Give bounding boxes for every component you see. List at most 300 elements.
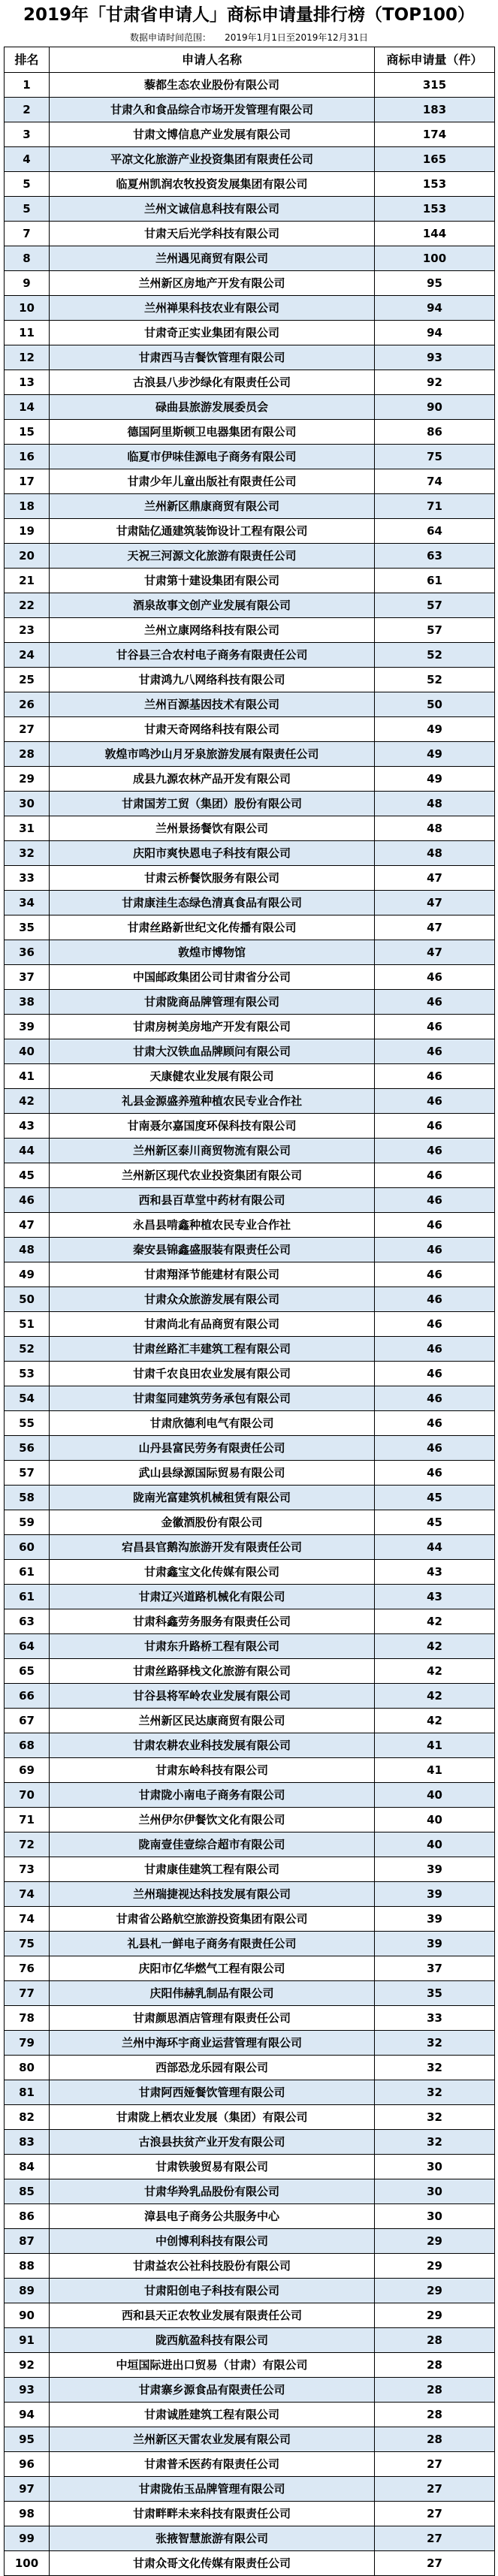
count-cell: 46 — [375, 1188, 495, 1213]
applicant-name-cell: 甘肃陆亿通建筑装饰设计工程有限公司 — [50, 519, 375, 544]
rank-cell: 32 — [5, 841, 50, 866]
applicant-name-cell: 甘肃陇商品牌管理有限公司 — [50, 990, 375, 1015]
count-cell: 27 — [375, 2477, 495, 2502]
count-cell: 46 — [375, 1287, 495, 1312]
rank-cell: 78 — [5, 2006, 50, 2031]
table-row — [5, 445, 495, 469]
count-cell: 46 — [375, 1039, 495, 1064]
count-cell: 46 — [375, 1015, 495, 1039]
count-cell: 174 — [375, 122, 495, 147]
count-cell: 28 — [375, 2328, 495, 2353]
rank-cell: 77 — [5, 1981, 50, 2006]
applicant-name-cell: 永昌县啃鑫种植农民专业合作社 — [50, 1213, 375, 1238]
table-row — [5, 1461, 495, 1486]
count-cell: 32 — [375, 2130, 495, 2155]
count-cell: 27 — [375, 2551, 495, 2576]
count-cell: 43 — [375, 1560, 495, 1585]
rank-cell: 36 — [5, 940, 50, 965]
rank-cell: 74 — [5, 1907, 50, 1932]
table-row — [5, 2155, 495, 2179]
count-cell: 57 — [375, 593, 495, 618]
applicant-name-cell: 甘肃丝路新世纪文化传播有限公司 — [50, 915, 375, 940]
rank-cell: 55 — [5, 1411, 50, 1436]
table-row — [5, 2254, 495, 2279]
table-row — [5, 2551, 495, 2576]
applicant-name-cell: 秦安县锦鑫盛服装有限责任公司 — [50, 1238, 375, 1262]
table-row — [5, 1486, 495, 1510]
rank-cell: 67 — [5, 1709, 50, 1733]
applicant-name-cell: 礼县金源盛养殖种植农民专业合作社 — [50, 1089, 375, 1114]
rank-cell: 90 — [5, 2303, 50, 2328]
count-cell: 42 — [375, 1709, 495, 1733]
applicant-name-cell: 宕昌县官鹅沟旅游开发有限责任公司 — [50, 1535, 375, 1560]
applicant-name-cell: 甘谷县三合农村电子商务有限责任公司 — [50, 643, 375, 668]
rank-cell: 74 — [5, 1882, 50, 1907]
count-cell: 30 — [375, 2204, 495, 2229]
applicant-name-cell: 甘肃第十建设集团有限公司 — [50, 569, 375, 593]
count-cell: 46 — [375, 1139, 495, 1163]
count-cell: 183 — [375, 98, 495, 122]
count-cell: 46 — [375, 1163, 495, 1188]
rank-cell: 39 — [5, 1015, 50, 1039]
rank-cell: 1 — [5, 73, 50, 98]
count-cell: 28 — [375, 2427, 495, 2452]
table-row — [5, 618, 495, 643]
count-cell: 45 — [375, 1510, 495, 1535]
count-cell: 32 — [375, 2031, 495, 2056]
count-cell: 28 — [375, 2378, 495, 2403]
count-cell: 41 — [375, 1758, 495, 1783]
rank-cell: 43 — [5, 1114, 50, 1139]
ranking-table — [4, 47, 495, 2576]
applicant-name-cell: 甘肃翔泽节能建材有限公司 — [50, 1262, 375, 1287]
table-row — [5, 1114, 495, 1139]
table-row — [5, 1733, 495, 1758]
count-cell: 74 — [375, 469, 495, 494]
applicant-name-cell: 天祝三河源文化旅游有限责任公司 — [50, 544, 375, 569]
applicant-name-cell: 甘肃农耕农业科技发展有限公司 — [50, 1733, 375, 1758]
rank-cell: 93 — [5, 2378, 50, 2403]
rank-cell: 79 — [5, 2031, 50, 2056]
applicant-name-cell: 甘肃鑫宝文化传媒有限公司 — [50, 1560, 375, 1585]
applicant-name-cell: 古浪县扶贫产业开发有限公司 — [50, 2130, 375, 2155]
rank-cell: 26 — [5, 692, 50, 717]
applicant-name-cell: 甘肃鸿九八网络科技有限公司 — [50, 668, 375, 692]
count-cell: 39 — [375, 1882, 495, 1907]
applicant-name-cell: 德国阿里斯顿卫电器集团有限公司 — [50, 420, 375, 445]
applicant-name-cell: 敦煌市博物馆 — [50, 940, 375, 965]
table-row — [5, 2229, 495, 2254]
applicant-name-cell: 金徽酒股份有限公司 — [50, 1510, 375, 1535]
rank-cell: 35 — [5, 915, 50, 940]
table-row — [5, 1089, 495, 1114]
rank-cell: 86 — [5, 2204, 50, 2229]
table-row — [5, 2279, 495, 2303]
rank-cell: 48 — [5, 1238, 50, 1262]
date-range-value: 2019年1月1日至2019年12月31日 — [225, 32, 368, 43]
rank-cell: 61 — [5, 1585, 50, 1609]
count-cell: 46 — [375, 1411, 495, 1436]
count-cell: 153 — [375, 172, 495, 197]
table-row — [5, 1758, 495, 1783]
applicant-name-cell: 兰州新区民达康商贸有限公司 — [50, 1709, 375, 1733]
rank-cell: 89 — [5, 2279, 50, 2303]
table-row — [5, 742, 495, 767]
table-row — [5, 1039, 495, 1064]
rank-cell: 20 — [5, 544, 50, 569]
page-title: 2019年「甘肃省申请人」商标申请量排行榜（TOP100） — [23, 5, 475, 25]
table-row — [5, 2031, 495, 2056]
rank-cell: 60 — [5, 1535, 50, 1560]
table-row — [5, 2477, 495, 2502]
table-row — [5, 1932, 495, 1956]
count-cell: 86 — [375, 420, 495, 445]
applicant-name-cell: 甘肃科鑫劳务服务有限责任公司 — [50, 1609, 375, 1634]
rank-cell: 14 — [5, 395, 50, 420]
table-row — [5, 2378, 495, 2403]
count-cell: 32 — [375, 2105, 495, 2130]
applicant-name-cell: 甘肃丝路驿栈文化旅游有限公司 — [50, 1659, 375, 1684]
rank-cell: 61 — [5, 1560, 50, 1585]
table-row — [5, 494, 495, 519]
count-cell: 29 — [375, 2254, 495, 2279]
table-row — [5, 73, 495, 98]
applicant-name-cell: 甘肃欣德利电气有限公司 — [50, 1411, 375, 1436]
table-row — [5, 767, 495, 792]
rank-cell: 49 — [5, 1262, 50, 1287]
table-row — [5, 2006, 495, 2031]
table-row — [5, 1139, 495, 1163]
applicant-name-cell: 庆阳市亿华燃气工程有限公司 — [50, 1956, 375, 1981]
table-row — [5, 668, 495, 692]
table-row — [5, 172, 495, 197]
count-cell: 39 — [375, 1907, 495, 1932]
applicant-name-cell: 中创博利科技有限公司 — [50, 2229, 375, 2254]
applicant-name-cell: 临夏州凯润农牧投资发展集团有限公司 — [50, 172, 375, 197]
rank-cell: 18 — [5, 494, 50, 519]
applicant-name-cell: 陇西航盈科技有限公司 — [50, 2328, 375, 2353]
applicant-name-cell: 甘肃省公路航空旅游投资集团有限公司 — [50, 1907, 375, 1932]
count-cell: 48 — [375, 792, 495, 816]
applicant-name-cell: 兰州新区现代农业投资集团有限公司 — [50, 1163, 375, 1188]
applicant-name-cell: 甘肃铁骏贸易有限公司 — [50, 2155, 375, 2179]
table-row — [5, 271, 495, 296]
count-cell: 49 — [375, 717, 495, 742]
table-row — [5, 1510, 495, 1535]
table-row — [5, 2353, 495, 2378]
rank-cell: 99 — [5, 2526, 50, 2551]
rank-cell: 76 — [5, 1956, 50, 1981]
applicant-name-cell: 甘南聂尔嘉国度环保科技有限公司 — [50, 1114, 375, 1139]
table-row — [5, 841, 495, 866]
count-cell: 40 — [375, 1783, 495, 1808]
applicant-name-cell: 敦煌市鸣沙山月牙泉旅游发展有限责任公司 — [50, 742, 375, 767]
count-cell: 46 — [375, 1362, 495, 1386]
rank-cell: 28 — [5, 742, 50, 767]
table-row — [5, 1857, 495, 1882]
table-row — [5, 246, 495, 271]
applicant-name-cell: 兰州禅果科技农业有限公司 — [50, 296, 375, 321]
rank-cell: 8 — [5, 246, 50, 271]
rank-cell: 66 — [5, 1684, 50, 1709]
rank-cell: 59 — [5, 1510, 50, 1535]
count-cell: 30 — [375, 2155, 495, 2179]
table-row — [5, 1064, 495, 1089]
count-cell: 92 — [375, 370, 495, 395]
count-cell: 40 — [375, 1832, 495, 1857]
rank-cell: 34 — [5, 891, 50, 915]
rank-cell: 38 — [5, 990, 50, 1015]
count-cell: 29 — [375, 2229, 495, 2254]
applicant-name-cell: 甘肃陇上栖农业发展（集团）有限公司 — [50, 2105, 375, 2130]
rank-cell: 19 — [5, 519, 50, 544]
count-cell: 37 — [375, 1956, 495, 1981]
rank-cell: 3 — [5, 122, 50, 147]
table-row — [5, 2105, 495, 2130]
applicant-name-cell: 甘肃颜思酒店管理有限责任公司 — [50, 2006, 375, 2031]
rank-cell: 29 — [5, 767, 50, 792]
applicant-name-cell: 酒泉故事文创产业发展有限公司 — [50, 593, 375, 618]
table-row — [5, 345, 495, 370]
count-cell: 39 — [375, 1932, 495, 1956]
count-cell: 49 — [375, 767, 495, 792]
table-row — [5, 519, 495, 544]
count-cell: 42 — [375, 1659, 495, 1684]
count-cell: 90 — [375, 395, 495, 420]
applicant-name-cell: 张掖智慧旅游有限公司 — [50, 2526, 375, 2551]
rank-cell: 37 — [5, 965, 50, 990]
rank-cell: 4 — [5, 147, 50, 172]
count-cell: 315 — [375, 73, 495, 98]
applicant-name-cell: 甘肃天后光学科技有限公司 — [50, 222, 375, 246]
rank-cell: 12 — [5, 345, 50, 370]
applicant-name-cell: 兰州文诚信息科技有限公司 — [50, 197, 375, 222]
rank-cell: 68 — [5, 1733, 50, 1758]
count-cell: 75 — [375, 445, 495, 469]
table-row — [5, 197, 495, 222]
count-cell: 93 — [375, 345, 495, 370]
table-row — [5, 1783, 495, 1808]
count-cell: 94 — [375, 296, 495, 321]
table-row — [5, 965, 495, 990]
applicant-name-cell: 碌曲县旅游发展委员会 — [50, 395, 375, 420]
rank-cell: 98 — [5, 2502, 50, 2526]
table-row — [5, 643, 495, 668]
applicant-name-cell: 兰州中海环宇商业运营管理有限公司 — [50, 2031, 375, 2056]
table-row — [5, 1362, 495, 1386]
rank-cell: 88 — [5, 2254, 50, 2279]
table-row — [5, 1609, 495, 1634]
applicant-name-cell: 甘肃千农良田农业发展有限公司 — [50, 1362, 375, 1386]
table-row — [5, 1188, 495, 1213]
table-body — [5, 73, 495, 2576]
rank-cell: 94 — [5, 2403, 50, 2427]
count-cell: 29 — [375, 2303, 495, 2328]
count-cell: 47 — [375, 891, 495, 915]
rank-cell: 73 — [5, 1857, 50, 1882]
count-cell: 41 — [375, 1733, 495, 1758]
count-cell: 57 — [375, 618, 495, 643]
table-row — [5, 2526, 495, 2551]
rank-cell: 85 — [5, 2179, 50, 2204]
count-cell: 46 — [375, 1312, 495, 1337]
count-cell: 48 — [375, 841, 495, 866]
rank-cell: 41 — [5, 1064, 50, 1089]
column-header-rank: 排名 — [5, 47, 50, 73]
table-row — [5, 2204, 495, 2229]
applicant-name-cell: 甘肃西马吉餐饮管理有限公司 — [50, 345, 375, 370]
rank-cell: 50 — [5, 1287, 50, 1312]
table-row — [5, 2130, 495, 2155]
rank-cell: 53 — [5, 1362, 50, 1386]
applicant-name-cell: 甘肃阿西娅餐饮管理有限公司 — [50, 2080, 375, 2105]
table-row — [5, 2403, 495, 2427]
applicant-name-cell: 甘肃东升路桥工程有限公司 — [50, 1634, 375, 1659]
rank-cell: 91 — [5, 2328, 50, 2353]
count-cell: 165 — [375, 147, 495, 172]
applicant-name-cell: 天康健农业发展有限公司 — [50, 1064, 375, 1089]
table-row — [5, 1015, 495, 1039]
applicant-name-cell: 甘肃天奇网络科技有限公司 — [50, 717, 375, 742]
count-cell: 48 — [375, 816, 495, 841]
rank-cell: 40 — [5, 1039, 50, 1064]
date-range — [0, 30, 498, 45]
count-cell: 45 — [375, 1486, 495, 1510]
applicant-name-cell: 甘肃东岭科技有限公司 — [50, 1758, 375, 1783]
count-cell: 46 — [375, 1213, 495, 1238]
rank-cell: 80 — [5, 2056, 50, 2080]
applicant-name-cell: 甘肃奇正实业集团有限公司 — [50, 321, 375, 345]
applicant-name-cell: 甘肃康佳建筑工程有限公司 — [50, 1857, 375, 1882]
rank-cell: 11 — [5, 321, 50, 345]
count-cell: 39 — [375, 1857, 495, 1882]
table-row — [5, 147, 495, 172]
applicant-name-cell: 甘肃文博信息产业发展有限公司 — [50, 122, 375, 147]
applicant-name-cell: 兰州立康网络科技有限公司 — [50, 618, 375, 643]
applicant-name-cell: 兰州新区天雷农业发展有限公司 — [50, 2427, 375, 2452]
table-row — [5, 2452, 495, 2477]
rank-cell: 84 — [5, 2155, 50, 2179]
table-row — [5, 692, 495, 717]
column-header-count: 商标申请量（件） — [375, 47, 495, 73]
count-cell: 46 — [375, 1386, 495, 1411]
rank-cell: 30 — [5, 792, 50, 816]
table-row — [5, 1238, 495, 1262]
count-cell: 42 — [375, 1634, 495, 1659]
table-row — [5, 866, 495, 891]
rank-cell: 63 — [5, 1609, 50, 1634]
applicant-name-cell: 甘肃益农公社科技股份有限公司 — [50, 2254, 375, 2279]
date-range-label: 数据申请时间范围： — [130, 32, 212, 43]
rank-cell: 22 — [5, 593, 50, 618]
applicant-name-cell: 兰州遇见商贸有限公司 — [50, 246, 375, 271]
count-cell: 46 — [375, 1114, 495, 1139]
table-row — [5, 544, 495, 569]
rank-cell: 54 — [5, 1386, 50, 1411]
rank-cell: 51 — [5, 1312, 50, 1337]
applicant-name-cell: 兰州景扬餐饮有限公司 — [50, 816, 375, 841]
table-header-row — [5, 47, 495, 73]
table-row — [5, 1535, 495, 1560]
rank-cell: 9 — [5, 271, 50, 296]
applicant-name-cell: 甘肃丝路汇丰建筑工程有限公司 — [50, 1337, 375, 1362]
rank-cell: 100 — [5, 2551, 50, 2576]
count-cell: 100 — [375, 246, 495, 271]
table-row — [5, 1213, 495, 1238]
applicant-name-cell: 礼县札一鲜电子商务有限责任公司 — [50, 1932, 375, 1956]
rank-cell: 13 — [5, 370, 50, 395]
applicant-name-cell: 漳县电子商务公共服务中心 — [50, 2204, 375, 2229]
table-row — [5, 990, 495, 1015]
count-cell: 64 — [375, 519, 495, 544]
table-row — [5, 1163, 495, 1188]
table-row — [5, 2056, 495, 2080]
rank-cell: 27 — [5, 717, 50, 742]
applicant-name-cell: 甘肃少年儿童出版社有限责任公司 — [50, 469, 375, 494]
count-cell: 46 — [375, 1262, 495, 1287]
rank-cell: 46 — [5, 1188, 50, 1213]
applicant-name-cell: 甘谷县将军岭农业发展有限公司 — [50, 1684, 375, 1709]
table-row — [5, 222, 495, 246]
table-row — [5, 717, 495, 742]
count-cell: 46 — [375, 1089, 495, 1114]
count-cell: 43 — [375, 1585, 495, 1609]
count-cell: 46 — [375, 1064, 495, 1089]
count-cell: 33 — [375, 2006, 495, 2031]
rank-cell: 92 — [5, 2353, 50, 2378]
applicant-name-cell: 甘肃陇小南电子商务有限公司 — [50, 1783, 375, 1808]
rank-cell: 42 — [5, 1089, 50, 1114]
count-cell: 35 — [375, 1981, 495, 2006]
table-row — [5, 1907, 495, 1932]
count-cell: 144 — [375, 222, 495, 246]
count-cell: 30 — [375, 2179, 495, 2204]
rank-cell: 2 — [5, 98, 50, 122]
rank-cell: 71 — [5, 1808, 50, 1832]
table-row — [5, 1560, 495, 1585]
applicant-name-cell: 陇南壹佳壹综合超市有限公司 — [50, 1832, 375, 1857]
rank-cell: 25 — [5, 668, 50, 692]
applicant-name-cell: 古浪县八步沙绿化有限责任公司 — [50, 370, 375, 395]
applicant-name-cell: 兰州新区房地产开发有限公司 — [50, 271, 375, 296]
applicant-name-cell: 陇南光富建筑机械租赁有限公司 — [50, 1486, 375, 1510]
applicant-name-cell: 甘肃玺同建筑劳务承包有限公司 — [50, 1386, 375, 1411]
rank-cell: 21 — [5, 569, 50, 593]
count-cell: 29 — [375, 2279, 495, 2303]
table-row — [5, 469, 495, 494]
applicant-name-cell: 西部恐龙乐园有限公司 — [50, 2056, 375, 2080]
table-row — [5, 2303, 495, 2328]
table-row — [5, 122, 495, 147]
count-cell: 27 — [375, 2452, 495, 2477]
applicant-name-cell: 兰州新区泰川商贸物流有限公司 — [50, 1139, 375, 1163]
applicant-name-cell: 兰州伊尔伊餐饮文化有限公司 — [50, 1808, 375, 1832]
rank-cell: 64 — [5, 1634, 50, 1659]
applicant-name-cell: 西和县天正农牧业发展有限责任公司 — [50, 2303, 375, 2328]
count-cell: 42 — [375, 1609, 495, 1634]
table-row — [5, 1659, 495, 1684]
count-cell: 40 — [375, 1808, 495, 1832]
applicant-name-cell: 成县九源农林产品开发有限公司 — [50, 767, 375, 792]
rank-cell: 5 — [5, 172, 50, 197]
applicant-name-cell: 甘肃国芳工贸（集团）股份有限公司 — [50, 792, 375, 816]
rank-cell: 23 — [5, 618, 50, 643]
applicant-name-cell: 甘肃华羚乳品股份有限公司 — [50, 2179, 375, 2204]
table-row — [5, 2427, 495, 2452]
count-cell: 52 — [375, 643, 495, 668]
applicant-name-cell: 甘肃尚北有品商贸有限公司 — [50, 1312, 375, 1337]
rank-cell: 10 — [5, 296, 50, 321]
